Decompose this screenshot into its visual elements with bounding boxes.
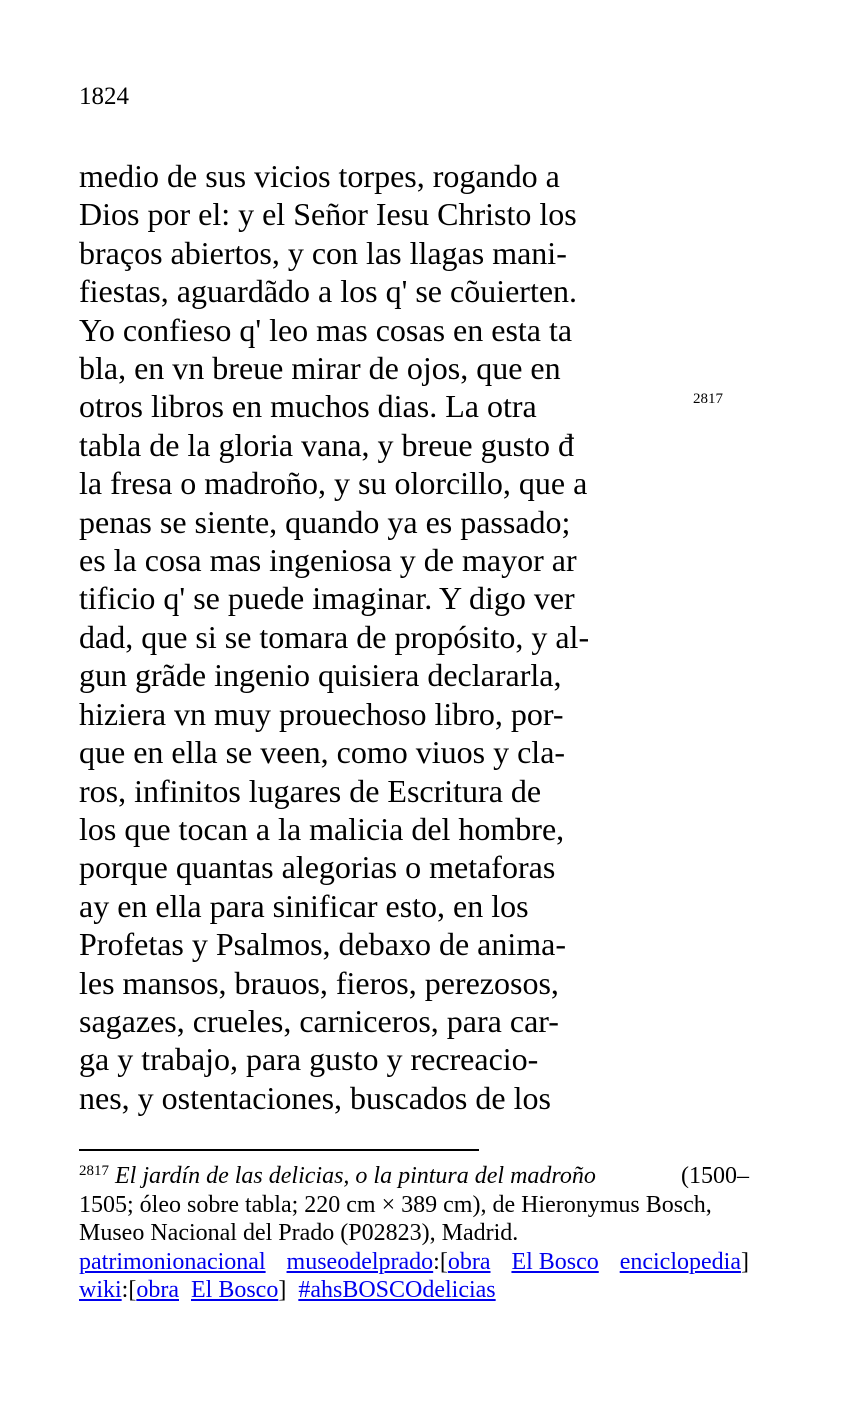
link-group-enciclopedia	[620, 1248, 749, 1277]
text-line: es la cosa mas ingeniosa y de mayor ar	[79, 542, 577, 579]
footnote-line: Museo Nacional del Prado (P02823), Madrid.	[79, 1220, 519, 1246]
text-line: bla, en vn breue mirar de ojos, que en	[79, 350, 561, 387]
text-line: sagazes, crueles, carniceros, para car-	[79, 1002, 559, 1039]
link-wiki[interactable]: wiki	[79, 1277, 122, 1303]
text-line: gun grãde ingenio quisiera declararla,	[79, 657, 562, 694]
text-line: Profetas y Psalmos, debaxo de anima-	[79, 926, 566, 963]
text-line: ay en ella para sinificar esto, en los	[79, 887, 529, 924]
link-enciclopedia[interactable]: enciclopedia	[619, 1248, 741, 1275]
text-line: hiziera vn muy prouechoso libro, por-	[79, 695, 564, 732]
footnote-links-line-2	[79, 1276, 749, 1305]
link-group-museodelprado	[287, 1248, 491, 1277]
footnote-title: El jardín de las delicias, o la pintura del madroño	[115, 1163, 596, 1189]
footnote-line	[79, 1162, 749, 1191]
footnote-links-line	[79, 1248, 749, 1277]
link-museodelprado[interactable]: museodelprado	[286, 1248, 434, 1275]
bracket-open: :[	[121, 1277, 137, 1303]
link-el-bosco[interactable]: El Bosco	[511, 1248, 599, 1275]
footnote-title-group	[79, 1162, 596, 1191]
main-text	[79, 157, 639, 1117]
text-line: porque quantas alegorias o metaforas	[79, 849, 556, 886]
link-wiki-obra[interactable]: obra	[136, 1277, 179, 1303]
text-line: otros libros en muchos dias. La otra	[79, 388, 537, 425]
bracket-close: ]	[278, 1277, 287, 1303]
bracket-open: :[	[433, 1248, 448, 1275]
text-line: ga y trabajo, para gusto y recreacio-	[79, 1041, 539, 1078]
margin-footnote-marker: 2817	[693, 391, 723, 407]
footnote-number: 2817	[79, 1163, 109, 1179]
text-line: braços abiertos, y con las llagas mani-	[79, 234, 567, 271]
text-line: que en ella se veen, como viuos y cla-	[79, 734, 566, 771]
footnote	[79, 1162, 749, 1305]
footnote-date-start: (1500–	[681, 1163, 749, 1189]
link-obra[interactable]: obra	[447, 1248, 491, 1275]
text-line: les mansos, brauos, fieros, perezosos,	[79, 964, 559, 1001]
text-line: Yo confieso q' leo mas cosas en esta ta	[79, 311, 573, 348]
text-line: medio de sus vicios torpes, rogando a	[79, 158, 560, 194]
text-line: fiestas, aguardãdo a los q' se cõuierten.	[79, 273, 578, 310]
text-line: dad, que si se tomara de propósito, y al-	[79, 618, 590, 655]
bracket-close: ]	[740, 1248, 749, 1275]
link-wiki-el-bosco[interactable]: El Bosco	[191, 1277, 279, 1303]
text-line: tabla de la gloria vana, y breue gusto đ	[79, 426, 574, 463]
text-line: tificio q' se puede imaginar. Y digo ver	[79, 580, 575, 617]
text-line: Dios por el: y el Señor Iesu Christo los	[79, 196, 577, 233]
page-number: 1824	[79, 83, 129, 110]
link-hashtag[interactable]: #ahsBOSCOdelicias	[298, 1277, 496, 1303]
text-line: la fresa o madroño, y su olorcillo, que a	[79, 465, 588, 502]
footnote-line: 1505; óleo sobre tabla; 220 cm × 389 cm), de Hieronymus Bosch,	[79, 1191, 712, 1218]
text-line: nes, y ostentaciones, buscados de los	[79, 1079, 551, 1116]
text-line: los que tocan a la malicia del hombre,	[79, 810, 565, 847]
footnote-separator	[79, 1149, 479, 1151]
link-patrimonionacional[interactable]: patrimonionacional	[79, 1248, 266, 1275]
text-line: ros, infinitos lugares de Escritura de	[79, 772, 542, 809]
text-line: penas se siente, quando ya es passado;	[79, 503, 571, 540]
